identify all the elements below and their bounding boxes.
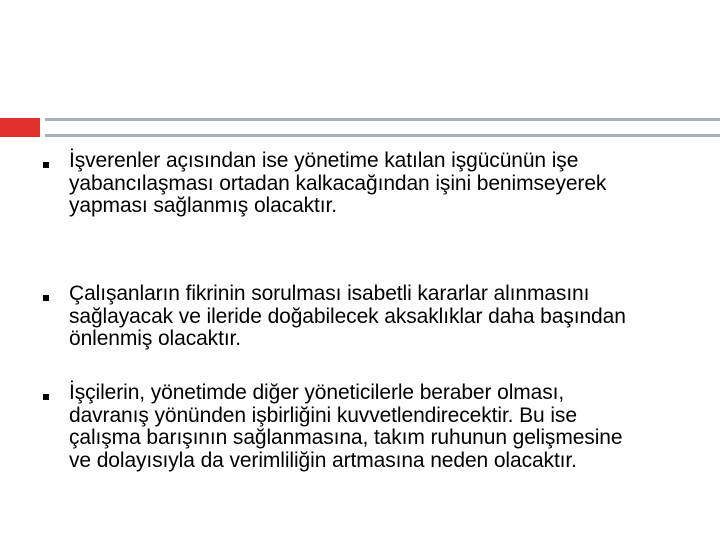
bullet-text: İşverenler açısından ise yönetime katılan işgücünün işe yabancılaşması ortadan kalkacağından işini benimseyerek yapması sağlanmış olacaktır. <box>69 149 607 217</box>
bullet-text: İşçilerin, yönetimde diğer yöneticilerle beraber olması, davranış yönünden işbirliğini kuvvetlendirecektir. Bu ise çalışma barışının sağlanmasına, takım ruhunun gelişmesine ve dolayısıyla da verimliliğin artmasına neden olacaktır. <box>69 381 623 472</box>
bullet-text: Çalışanların fikrinin sorulması isabetli kararlar alınmasını sağlayacak ve ileride doğabilecek aksaklıklar daha başından önlenmiş olacaktır. <box>69 282 626 350</box>
square-bullet-icon <box>43 295 49 301</box>
square-bullet-icon <box>43 162 49 168</box>
square-bullet-icon <box>43 394 49 400</box>
